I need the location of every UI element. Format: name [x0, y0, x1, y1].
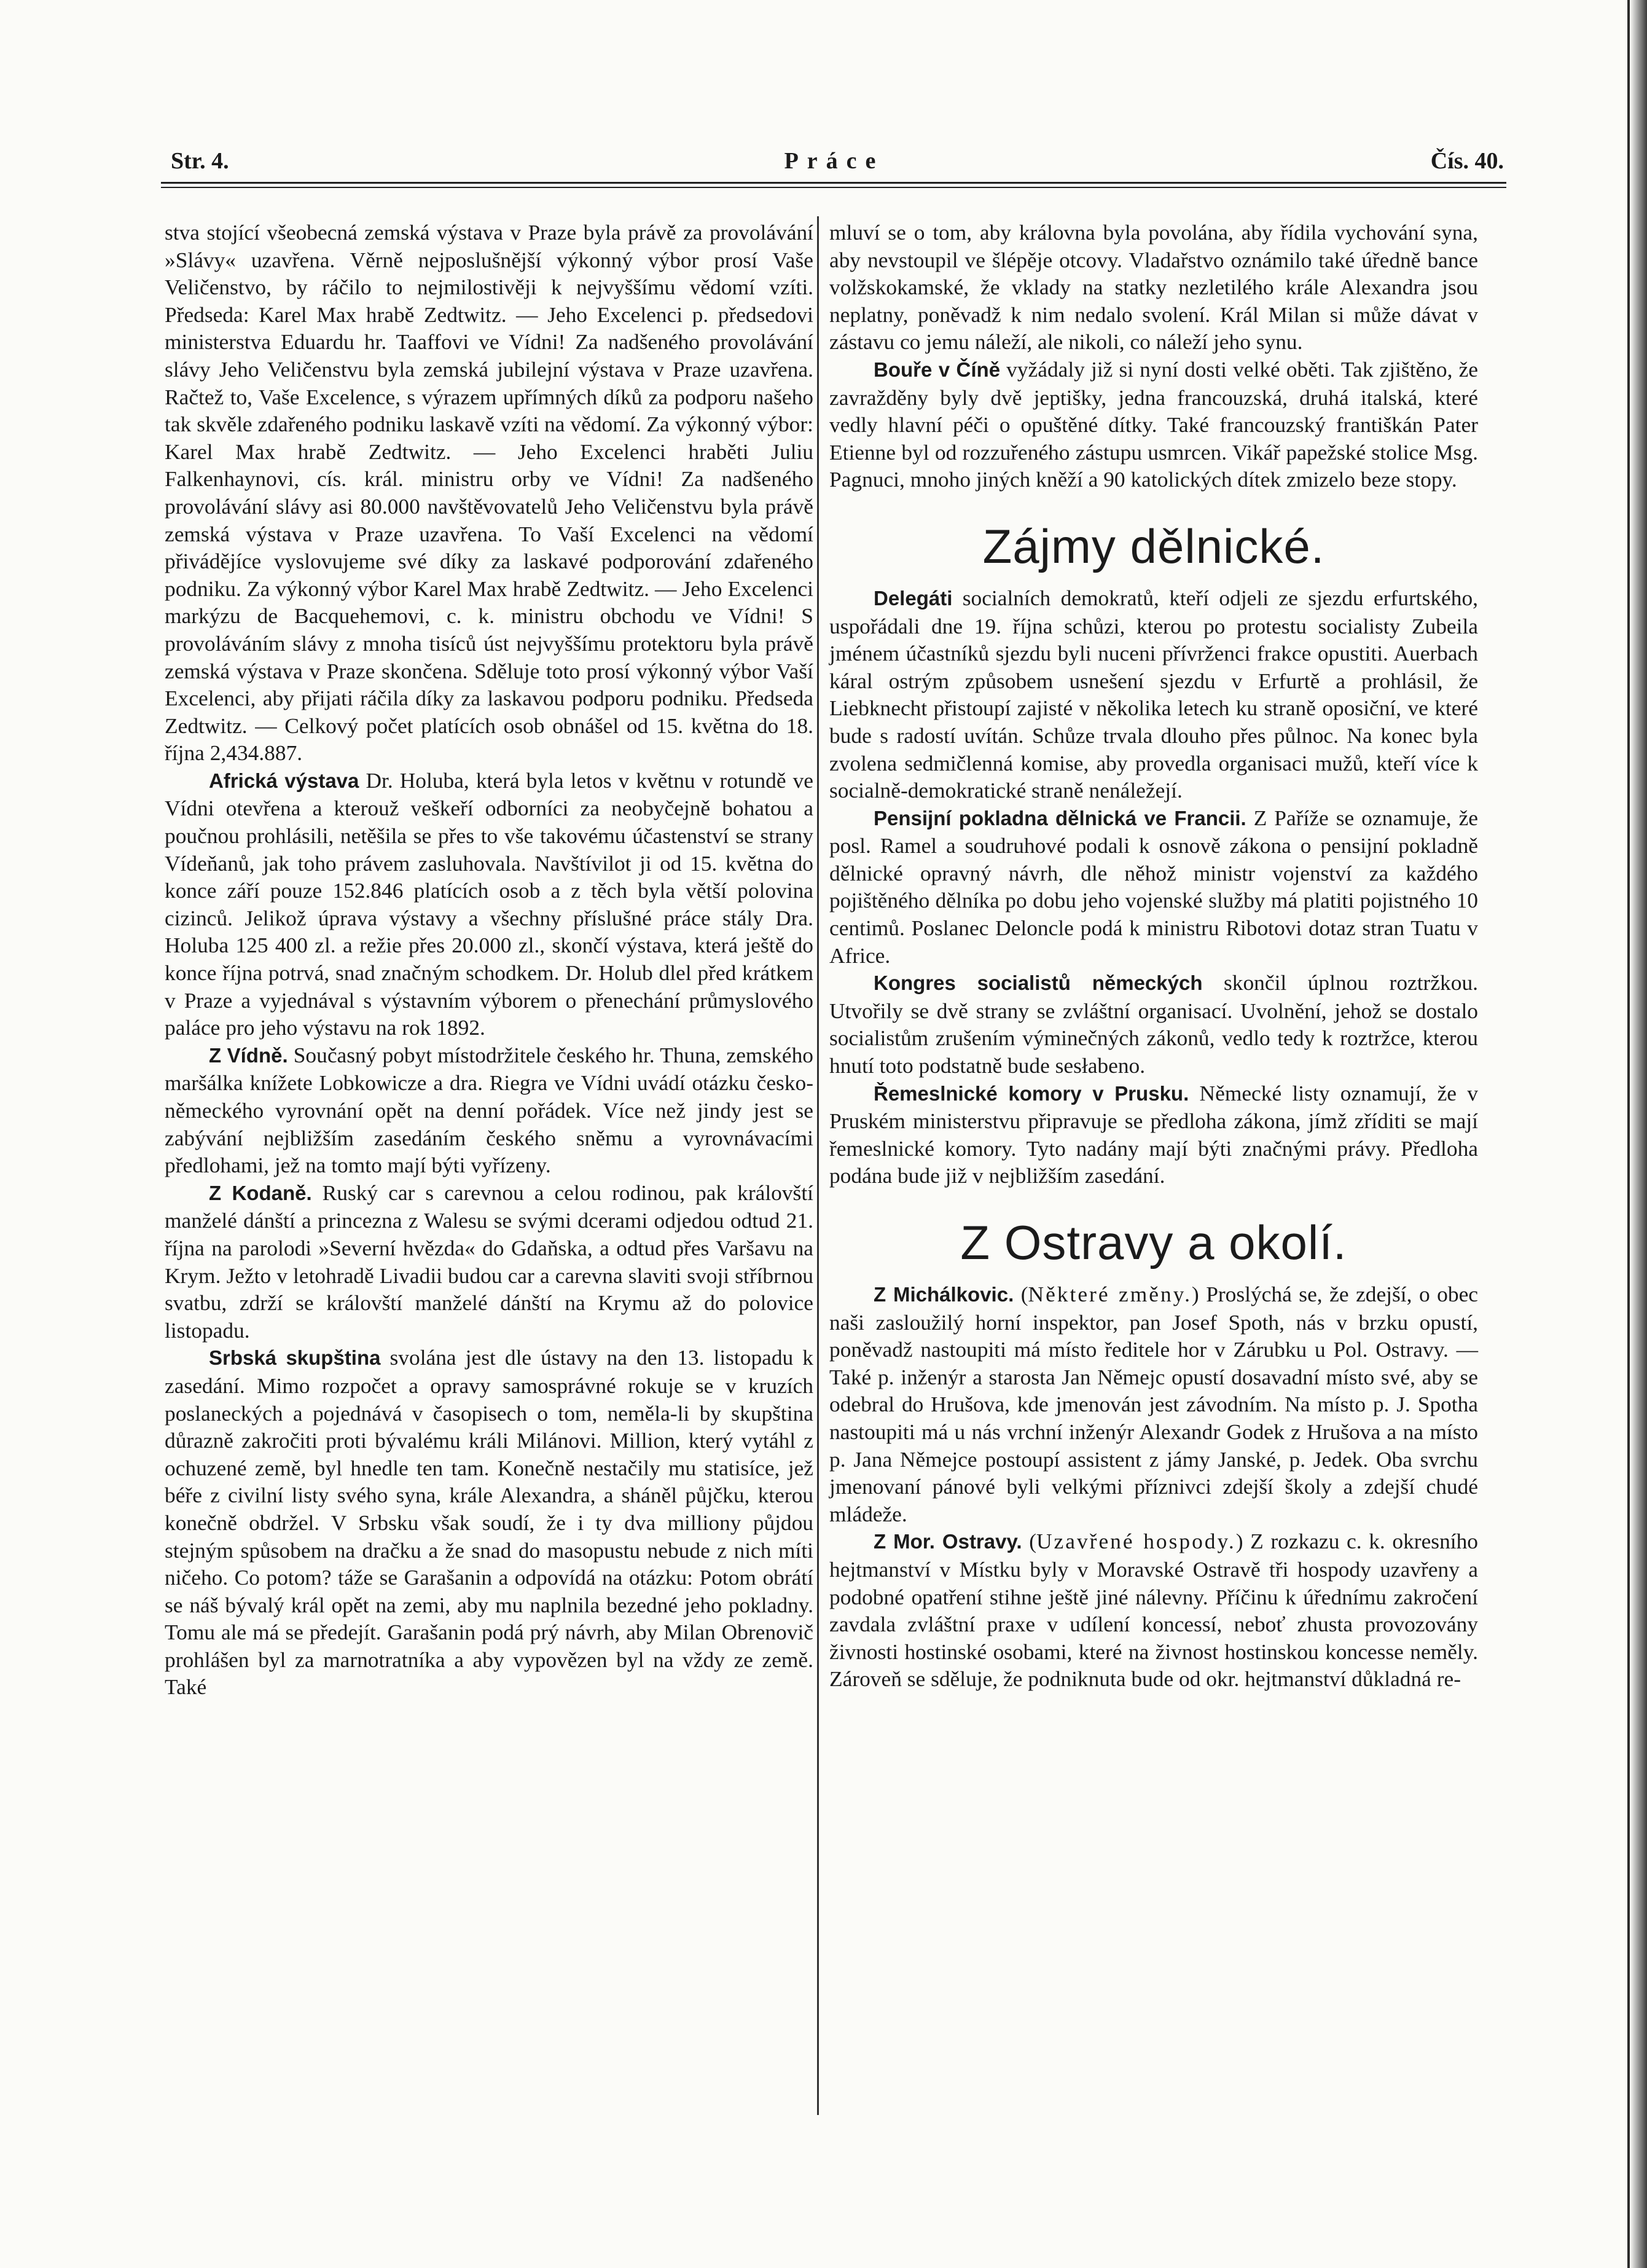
column-divider	[817, 216, 819, 2115]
paragraph-lead: Kongres socialistů německých	[874, 971, 1203, 995]
paragraph-text: vyžádaly již si nyní dosti velké oběti. Tak zjištěno, že zavražděny byly dvě jeptišky, jedna francouzská, druhá italská, které vedly hlavní péči o opuštěné dítky. Také francouzský františkán Pater Etienne byl od rozzuřeného zástupu usmrcen. Vikář papežské stolice Msg. Pagnuci, mnoho jiných kněží a 90 katolických dítek zmizelo beze stopy.	[829, 356, 1478, 492]
section-heading-labour: Zájmy dělnické.	[982, 519, 1325, 573]
header-rule-top	[161, 182, 1506, 184]
paragraph-subtitle: Některé změny.	[1028, 1282, 1192, 1306]
newspaper-title: Práce	[784, 148, 885, 174]
article-paragraph	[165, 767, 813, 1042]
article-paragraph	[829, 1281, 1478, 1528]
article-paragraph	[829, 219, 1478, 356]
article-paragraph	[829, 969, 1478, 1079]
paragraph-text: (	[1022, 1529, 1036, 1554]
paragraph-lead: Z Vídně.	[209, 1043, 288, 1067]
paragraph-subtitle: Uzavřené hospody.	[1036, 1529, 1236, 1554]
article-paragraph	[829, 584, 1478, 804]
paragraph-text: mluví se o tom, aby královna byla povolána, aby řídila vychování syna, aby nevstoupil ve šlépěje otcovy. Vladařstvo oznámilo také úředně bance volžskokamské, že vklady na statky nezletilého krále Alexandra jsou neplatny, poněvadž k nim nedalo svolení. Král Milan si může dávat v zástavu co jemu náleží, ale nikoli, co náleží jeho synu.	[829, 220, 1478, 355]
paragraph-lead: Z Mor. Ostravy.	[874, 1530, 1022, 1553]
paragraph-text: stva stojící všeobecná zemská výstava v Praze byla právě za provolávání »Slávy« uzavřena. Věrně nejposlušnější výkonný výbor prosí Vaše Veličenstvo, by ráčilo to nejmilostivěji k nejvyššímu vědomí vzíti. Předseda: Karel Max hrabě Zedtwitz. — Jeho Excelenci p. předsedovi ministerstva Eduardu hr. Taaffovi ve Vídni! Za nadšeného provolávání slávy Jeho Veličenstvu byla zemská jubilejní výstava v Praze uzavřena. Račtež to, Vaše Excelence, s výrazem upřímných díků za podporu našeho tak skvěle zdařeného podniku laskavě vzíti na vědomí. Za výkonný výbor: Karel Max hrabě Zedtwitz. — Jeho Excelenci hraběti Juliu Falkenhaynovi, cís. král. ministru orby ve Vídni! Za nadšeného provolávání slávy asi 80.000 navštěvovatelů Jeho Veličenstvu byla právě zemská výstava v Praze uzavřena. To Vaší Excelenci na vědomí přivádějíce vyslovujeme své díky za laskavé podporování zdařeného podniku. Za výkonný výbor Karel Max hrabě Zedtwitz. — Jeho Excelenci markýzu de Bacquehemovi, c. k. ministru obchodu ve Vídni! S provoláváním slávy z mnoha tisíců úst nejvyššímu protektoru byla právě zemská výstava v Praze skončena. Sděluje toto prosí výkonný výbor Vaší Excelenci, aby přijati ráčila díky za laskavou podporu podniku. Předseda Zedtwitz. — Celkový počet platících osob obnášel od 15. května do 18. října 2,434.887.	[165, 220, 813, 766]
article-paragraph	[829, 356, 1478, 493]
page-number: Str. 4.	[171, 148, 229, 174]
paragraph-text: Ruský car s carevnou a celou rodinou, pak královští manželé dánští a princezna z Walesu se svými dcerami odjedou odtud 21. října na parolodi »Severní hvězda« do Gdaňska, a odtud přes Varšavu na Krym. Ježto v letohradě Livadii budou car a carevna slaviti svoji stříbrnou svatbu, zdrží se královští manželé dánští na Krymu až do polovice listopadu.	[165, 1180, 813, 1343]
page-header	[165, 147, 1504, 184]
paragraph-text: skončil úplnou roztržkou. Utvořily se dvě strany se zvláštní organisací. Uvolnění, jehož se dostalo socialistům zrušením výminečných zákonů, vedlo tedy k roztržce, kterou hnutí toto podstatně bude sesłabeno.	[829, 970, 1478, 1078]
paragraph-text: Současný pobyt místodržitele českého hr. Thuna, zemského maršálka knížete Lobkowicze a dra. Riegra ve Vídni uvádí otázku česko-německého vyrovnání opět na denní pořádek. Více než jindy jest se zabývání nejbližším zasedáním českého sněmu a vyrovnávacími předlohami, jež na tomto mají býti vyřízeny.	[165, 1042, 814, 1178]
article-paragraph	[829, 1080, 1478, 1190]
issue-number: Čís. 40.	[1430, 148, 1504, 174]
left-column	[165, 219, 813, 1701]
paragraph-text: (	[1014, 1282, 1028, 1306]
article-paragraph	[165, 219, 813, 767]
paragraph-text: ) Z rozkazu c. k. okresního hejtmanství v Místku byly v Moravské Ostravě tři hospody uzavřeny a podobné opatření stihne ještě jiné nálevny. Příčinu k úřednímu zakročení zavdala zvláštní praxe v udílení koncessí, neboť zhusta provozovány živnosti hostinské osobami, které na živnost hostinskou koncesse neměly. Zároveň se sděluje, že podniknuta bude od okr. hejtmanství důkladná re-	[829, 1529, 1478, 1692]
paragraph-lead: Bouře v Číně	[874, 358, 1001, 381]
right-column	[829, 219, 1478, 1693]
section-heading-ostrava: Z Ostravy a okolí.	[960, 1215, 1347, 1269]
article-paragraph	[165, 1344, 813, 1701]
paragraph-text: socialních demokratů, kteří odjeli ze sjezdu erfurtského, uspořádali dne 19. října schůzi, kterou po protestu socialisty Zubeila jménem účastníků sjezdu byli nuceni přívrženci frakce opustiti. Auerbach káral ostrým způsobem usnešení sjezdu v Erfurtě a prohlásil, že Liebknecht přistoupí zajisté v několika letech ku straně oposiční, ve které bude s radostí uvítán. Schůze trvala dlouho přes půlnoc. Na konec byla zvolena sedmičlenná komise, aby provedla organisaci mužů, kteří více k socialně-demokratické straně nenáležejí.	[829, 585, 1478, 803]
paragraph-lead: Srbská skupština	[209, 1346, 381, 1370]
paragraph-lead: Z Kodaně.	[209, 1181, 312, 1204]
page-edge-shadow	[1630, 0, 1647, 2268]
paragraph-lead: Africká výstava	[209, 769, 359, 792]
article-paragraph	[165, 1179, 813, 1344]
paragraph-text: ) Proslýchá se, že zdejší, o obec naši zasloužilý horní inspektor, pan Josef Spoth, nás v brzku opustí, poněvadž nastoupiti má místo ředitele hor v Zárubku u Pol. Ostravy. — Také p. inženýr a starosta Jan Němejc opustí dosavadní místo své, aby se odebral do Hrušova, kde jmenován jest závodním. Na místo p. J. Spotha nastoupiti má u nás vrchní inženýr Alexandr Godek z Hrušova a na místo p. Jana Němejce postoupí assistent z jámy Janské, p. Jedek. Oba svrchu jmenovaní pánové byli velkými příznivci zdejší školy a zdejší chudé mládeže.	[829, 1282, 1478, 1526]
header-rule-bottom	[161, 187, 1506, 188]
paragraph-text: svolána jest dle ústavy na den 13. listopadu k zasedání. Mimo rozpočet a opravy samosprávné rokuje se v kruzích poslaneckých a pojednává v časopisech o tom, neměla-li by skupština důrazně zakročiti proti bývalému králi Milánovi. Million, který vytáhl z ochuzené země, byl hnedle ten tam. Konečně nestačily mu statisíce, jež béře z civilní listy svého syna, krále Alexandra, a sháněl půjčku, kterou konečně obdržel. V Srbsku však soudí, že i ty dva milliony půjdou stejným spůsobem na dračku a že snad do masopustu nebude z nich míti ničeho. Co potom? táže se Garašanin a odpovídá na otázku: Potom obrátí se náš bývalý král opět na zemi, aby mu naplnila bezedné jeho pokladny. Tomu ale má se předejít. Garašanin podá prý návrh, aby Milan Obrenovič prohlášen byl za marnotratníka a aby vypovězen byl na vždy ze země. Také	[165, 1345, 813, 1700]
article-paragraph	[165, 1042, 813, 1179]
article-paragraph	[829, 1528, 1478, 1693]
paragraph-text: Dr. Holuba, která byla letos v květnu v rotundě ve Vídni otevřena a kterouž veškeří odborníci za neobyčejně bohatou a poučnou prohlásili, netěšila se přes to vše takovému účastenství se strany Vídeňanů, jak toho právem zasluhovala. Navštívilot ji od 15. května do konce září pouze 152.846 platících osob a z těch byla větší polovina cizinců. Jelikož úprava výstavy a všechny příslušné práce stály Dra. Holuba 125 400 zl. a režie přes 20.000 zl., skončí výstava, která ještě do konce října potrvá, snad značným schodkem. Dr. Holub dlel před krátkem v Praze a vyjednával s výstavním výborem o přenechání průmyslového paláce pro jeho výstavu na rok 1892.	[165, 767, 813, 1040]
paragraph-lead: Pensijní pokladna dělnická ve Francii.	[874, 806, 1246, 830]
paragraph-text: Z Paříže se oznamuje, že posl. Ramel a soudruhové podali k osnově zákona o pensijní pokladně dělnické opravný návrh, dle něhož ministr vojenství za každého pojištěného dělníka po dobu jeho vojenské služby má platiti pojistného 10 centimů. Poslanec Deloncle podá k ministru Ribotovi dotaz stran Tuatu v Africe.	[829, 805, 1478, 968]
article-paragraph	[829, 804, 1478, 970]
paragraph-text: Německé listy oznamují, že v Pruském ministerstvu připravuje se předloha zákona, jímž zříditi se mají řemeslnické komory. Tyto nadány mají býti značnými právy. Předloha podána bude již v nejbližším zasedání.	[829, 1080, 1478, 1188]
paragraph-lead: Z Michálkovic.	[874, 1283, 1014, 1306]
paragraph-lead: Řemeslnické komory v Prusku.	[874, 1081, 1189, 1105]
paragraph-lead: Delegáti	[874, 586, 953, 610]
